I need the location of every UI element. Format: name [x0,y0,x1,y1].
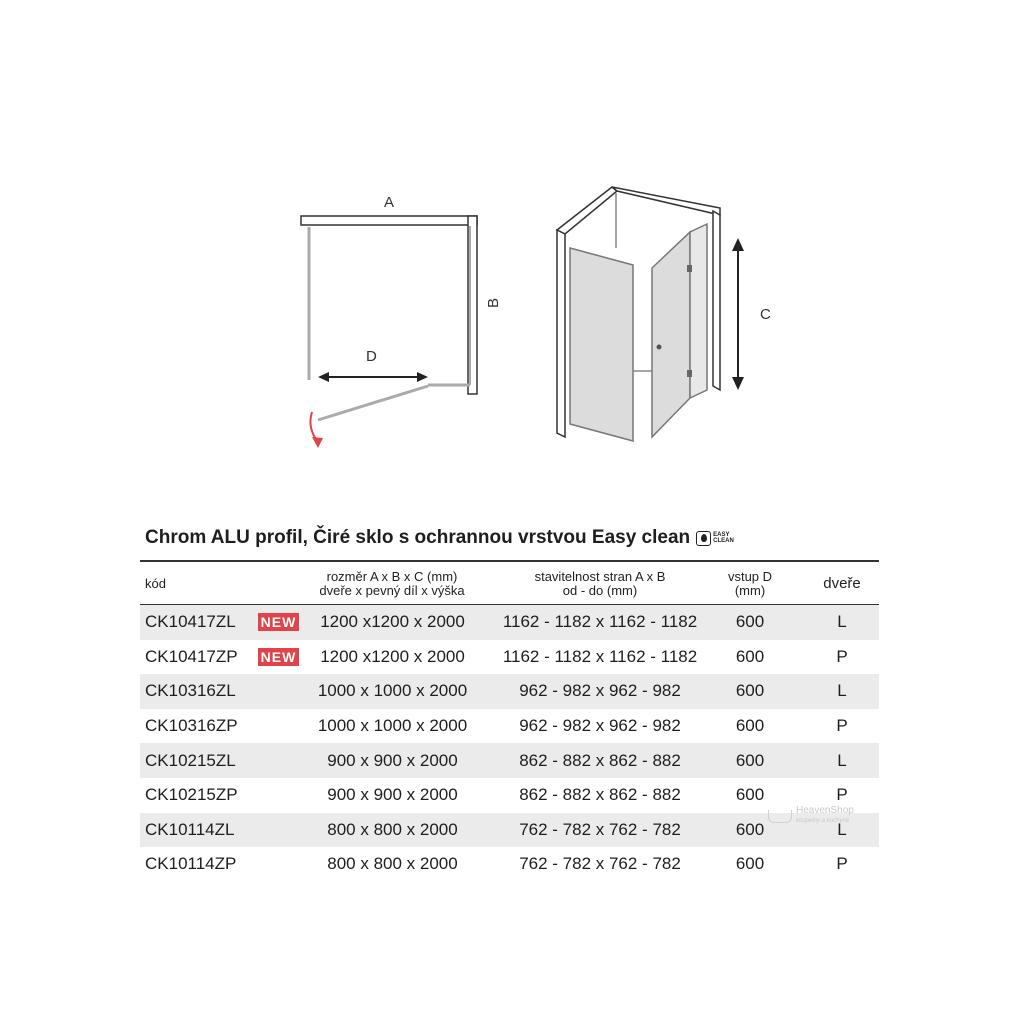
hinge-top [687,265,692,272]
right-vertical-profile [713,211,720,390]
easy-clean-line1: EASY [713,532,730,538]
row-entry: 600 [735,819,765,839]
header-dimensions: rozměr A x B x C (mm) dveře x pevný díl x výška [319,569,465,598]
watermark-brand: HeavenShop [796,805,854,816]
row-dimensions: 1000 x 1000 x 2000 [317,716,468,736]
easy-clean-line2: CLEAN [713,538,734,544]
row-entry: 600 [735,750,765,770]
row-code: CK10215ZL [145,750,236,770]
row-adjustability: 1162 - 1182 x 1162 - 1182 [502,646,698,666]
left-vertical-profile [557,230,565,437]
table-header [140,564,879,604]
fixed-glass-panel-3d [690,224,707,398]
header-door: dveře [823,575,861,592]
top-profile-right [612,187,720,215]
row-dimensions: 1000 x 1000 x 2000 [317,681,468,701]
row-entry: 600 [735,646,765,666]
row-entry: 600 [735,854,765,874]
row-door: L [837,750,847,770]
table-title-text: Chrom ALU profil, Čiré sklo s ochrannou vrstvou Easy clean [145,527,691,548]
label-b: B [485,297,502,308]
open-door-panel [318,386,428,420]
row-code: CK10316ZP [145,716,238,736]
easy-clean-badge [696,531,734,546]
row-dimensions: 1200 x1200 x 2000 [320,612,465,632]
spec-table [140,605,879,882]
row-door: L [837,681,847,701]
table-row [140,605,879,640]
table-row [140,743,879,778]
row-door: L [837,612,847,632]
label-d: D [366,348,377,365]
row-code: CK10114ZL [145,819,235,839]
row-entry: 600 [735,612,765,632]
row-adjustability: 762 - 782 x 762 - 782 [519,854,681,874]
row-dimensions: 800 x 800 x 2000 [327,819,458,839]
label-c: C [760,306,771,323]
row-code: CK10417ZL [145,612,236,632]
left-glass-panel-3d [570,248,633,441]
row-code: CK10316ZL [145,681,236,701]
shower-enclosure-diagram [0,0,1024,480]
top-wall-profile [301,216,477,225]
header-adjustability: stavitelnost stran A x B od - do (mm) [534,569,666,598]
row-dimensions: 900 x 900 x 2000 [327,785,458,805]
perspective-view [557,187,771,441]
row-dimensions: 800 x 800 x 2000 [327,854,458,874]
dimension-d-arrow-left [318,372,329,382]
header-entry: vstup D (mm) [727,569,773,598]
dimension-d-arrow-right [417,372,428,382]
dimension-c-arrow-bottom [732,377,744,390]
row-code: CK10417ZP [145,646,238,666]
new-badge: NEW [258,613,300,631]
table-row [140,709,879,744]
row-adjustability: 762 - 782 x 762 - 782 [519,819,681,839]
row-door: P [836,785,848,805]
row-entry: 600 [735,681,765,701]
hinge-bottom [687,370,692,377]
row-adjustability: 862 - 882 x 862 - 882 [519,750,681,770]
table-title [145,527,734,549]
row-adjustability: 862 - 882 x 862 - 882 [519,785,681,805]
row-dimensions: 1200 x1200 x 2000 [320,646,465,666]
header-code: kód [145,576,166,591]
row-door: P [836,854,848,874]
row-entry: 600 [735,716,765,736]
water-drop-icon [696,531,711,546]
table-top-rule [140,560,879,562]
table-row [140,674,879,709]
row-adjustability: 962 - 982 x 962 - 982 [519,716,681,736]
door-swing-arrowhead [312,437,323,448]
bathtub-logo-icon [768,810,792,823]
row-door: L [837,819,847,839]
new-badge: NEW [258,648,300,666]
table-row [140,847,879,882]
row-entry: 600 [735,785,765,805]
dimension-c-arrow-top [732,238,744,251]
row-door: P [836,646,848,666]
row-adjustability: 962 - 982 x 962 - 982 [519,681,681,701]
heavenshop-watermark [768,806,854,826]
label-a: A [384,194,395,211]
door-handle [657,345,662,350]
row-adjustability: 1162 - 1182 x 1162 - 1182 [502,612,698,632]
watermark-tagline: koupelny a kuchyně [796,818,850,824]
row-code: CK10114ZP [145,854,237,874]
top-profile-left [557,187,617,234]
plan-view [301,194,502,448]
door-glass-panel-3d [652,232,690,437]
table-row [140,640,879,675]
row-door: P [836,716,848,736]
row-dimensions: 900 x 900 x 2000 [327,750,458,770]
row-code: CK10215ZP [145,785,238,805]
